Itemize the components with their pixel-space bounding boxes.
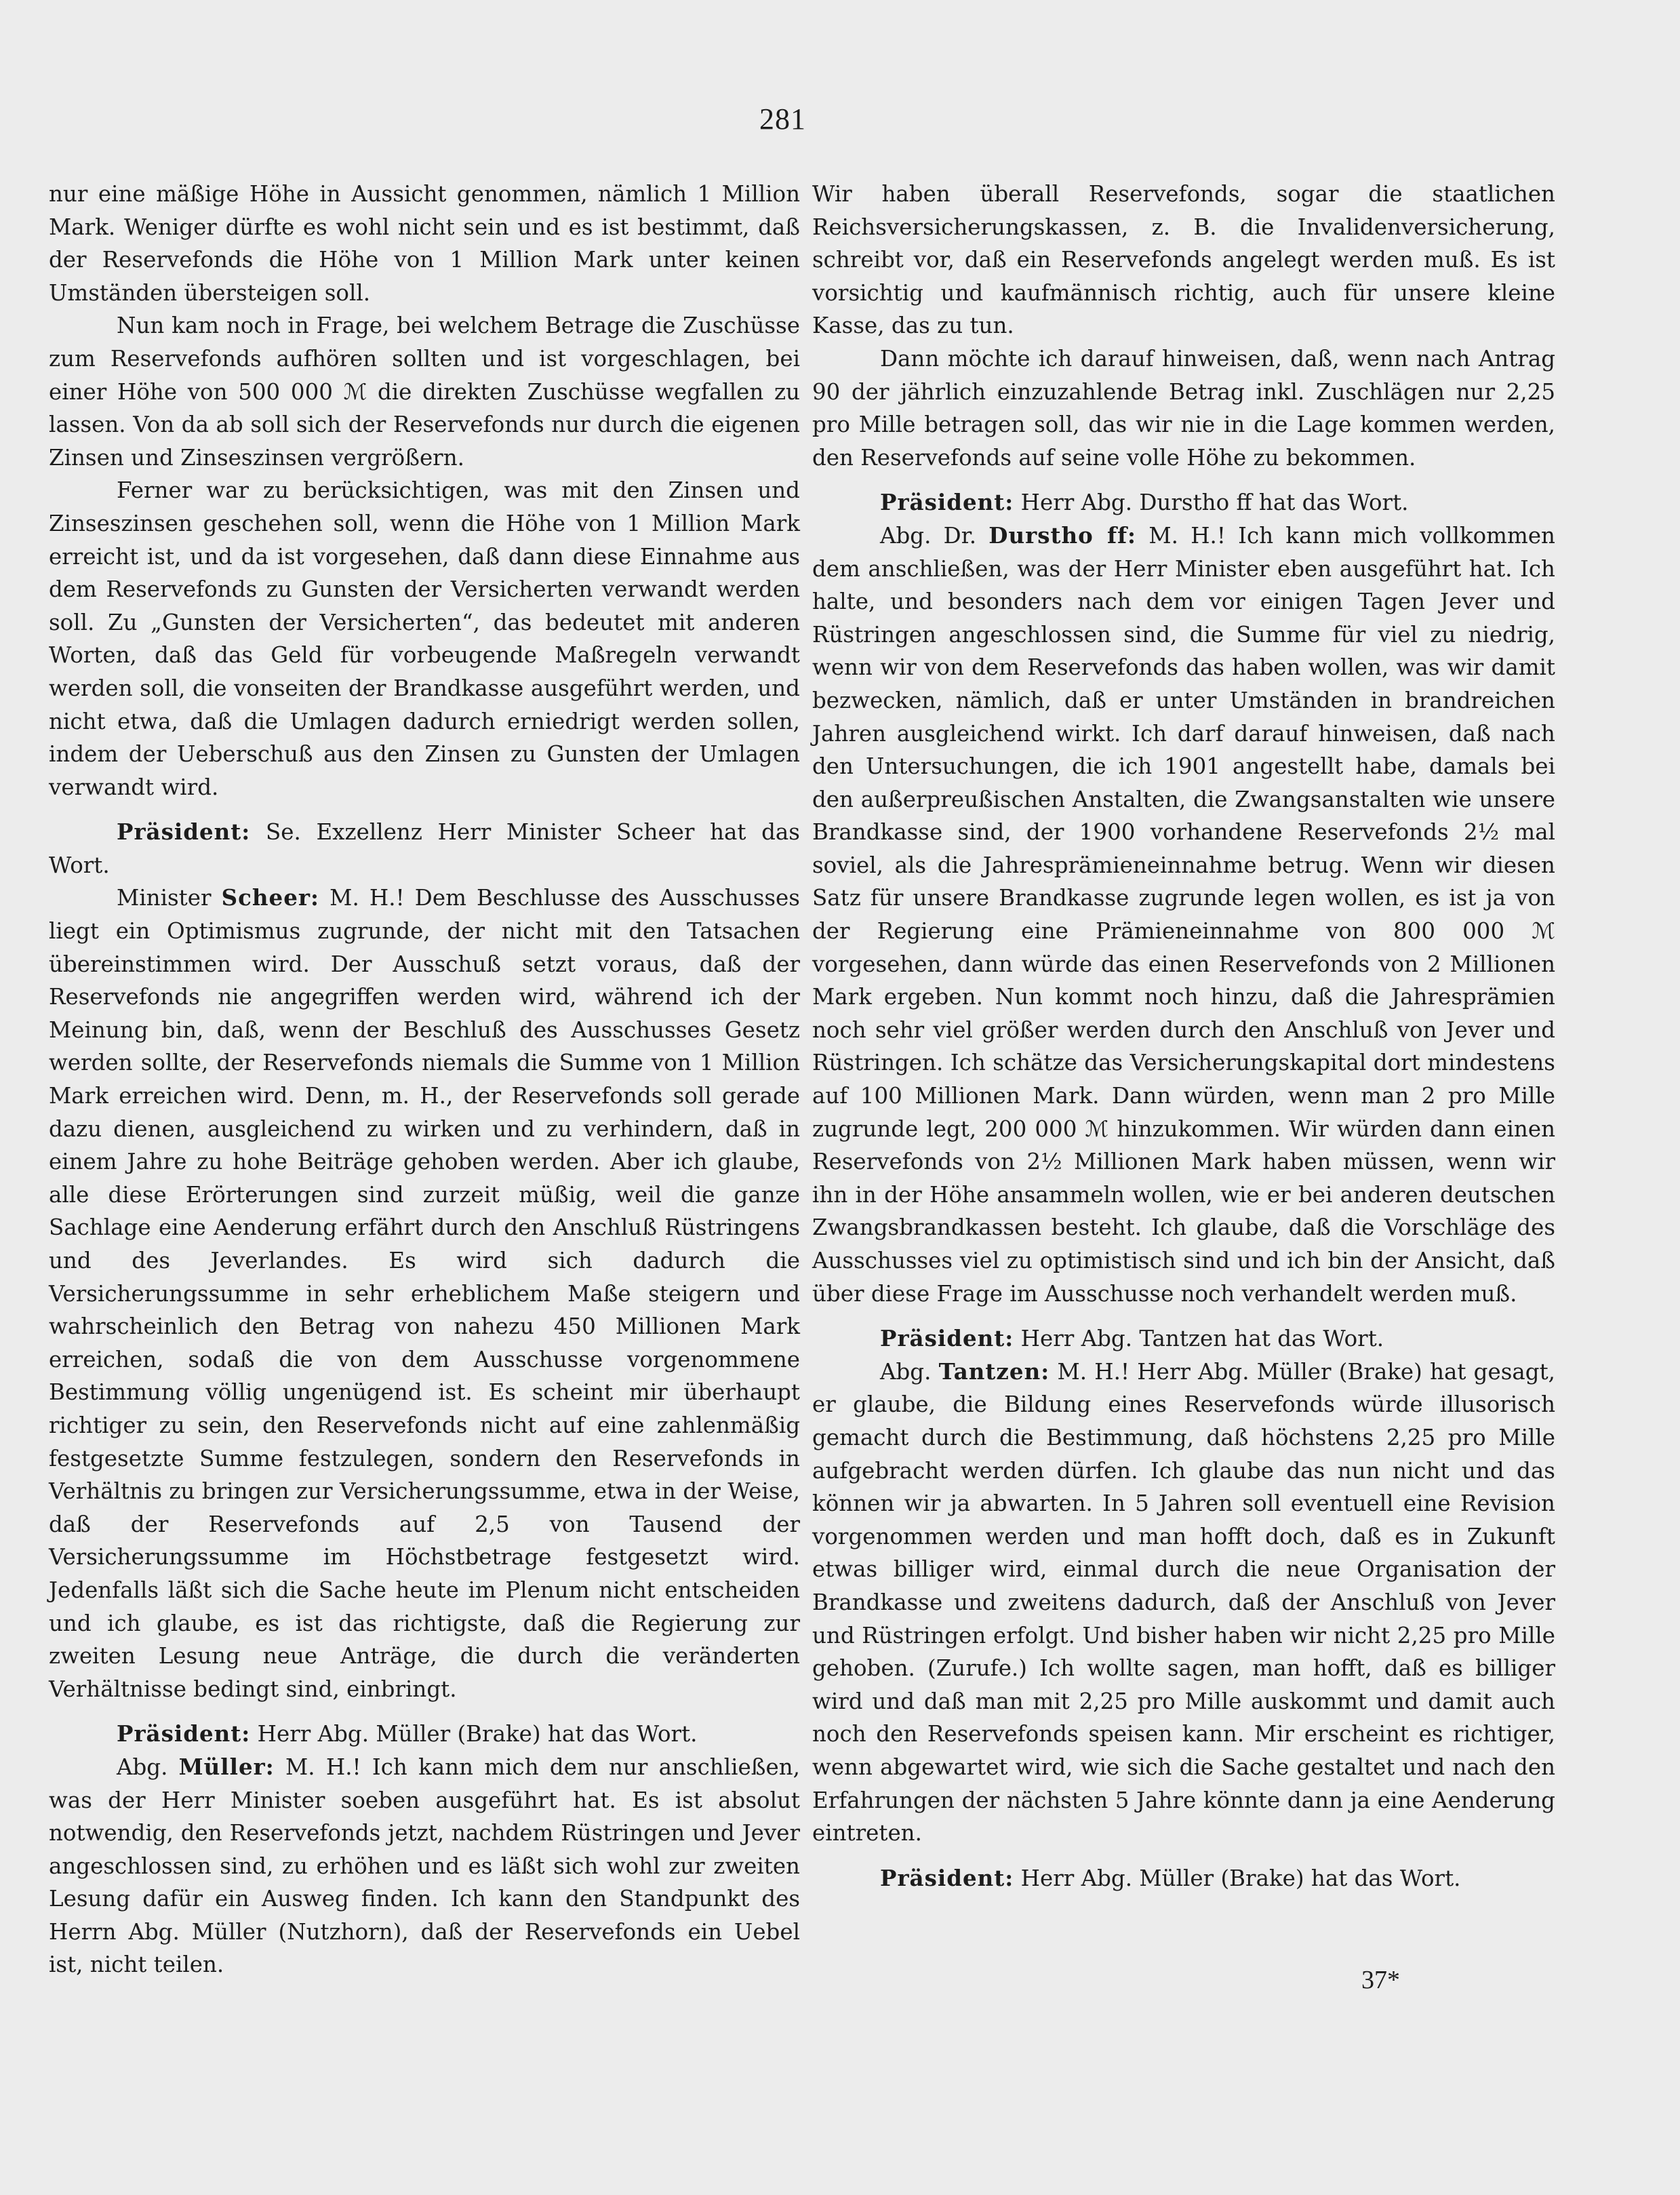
paragraph	[49, 1751, 800, 1981]
paragraph-text: M. H.! Herr Abg. Müller (Brake) hat gesagt, er glaube, die Bildung eines Reservefonds würde illusorisch gemacht durch die Bestimmung, daß höchstens 2,25 pro Mille aufgebracht werden dürfen. Ich glaube das nun nicht und das können wir ja abwarten. In 5 Jahren soll eventuell eine Revision vorgenommen werden und man hofft doch, daß es in Zukunft etwas billiger wird, einmal durch die neue Organisation der Brandkasse und zweitens dadurch, daß der Anschluß von Jever und Rüstringen erfolgt. Und bisher haben wir nicht 2,25 pro Mille gehoben. (Zurufe.) Ich wollte sagen, man hofft, daß es billiger wird und daß man mit 2,25 pro Mille auskommt und damit auch noch den Reservefonds speisen kann. Mir erscheint es richtiger, wenn abgewartet wird, wie sich die Sache gestaltet und nach den Erfahrungen der nächsten 5 Jahre könnte dann ja eine Aenderung eintreten.	[812, 1358, 1555, 1846]
speaker-name: Präsident:	[880, 1325, 1014, 1352]
paragraph-text: Herr Abg. Müller (Brake) hat das Wort.	[1020, 1865, 1461, 1891]
paragraph	[812, 486, 1555, 519]
paragraph-text: Wir haben überall Reservefonds, sogar die staatlichen Reichsversicherungskassen, z. B. die Invalidenversicherung, schreibt vor, daß ein Reservefonds angelegt werden muß. Es ist vorsichtig und kaufmännisch richtig, auch für unsere kleine Kasse, das zu tun.	[812, 181, 1555, 339]
speaker-name: Präsident:	[117, 1720, 251, 1747]
paragraph-text: M. H.! Dem Beschlusse des Ausschusses liegt ein Optimismus zugrunde, der nicht mit den Tatsachen übereinstimmen wird. Der Ausschuß setzt voraus, daß der Reservefonds nie angegriffen werden wird, während ich der Meinung bin, daß, wenn der Beschluß des Ausschusses Gesetz werden sollte, der Reservefonds niemals die Summe von 1 Million Mark erreichen wird. Denn, m. H., der Reservefonds soll gerade dazu dienen, ausgleichend zu wirken und zu verhindern, daß in einem Jahre zu hohe Beiträge gehoben werden. Aber ich glaube, alle diese Erörterungen sind zurzeit müßig, weil die ganze Sachlage eine Aenderung erfährt durch den Anschluß Rüstringens und des Jeverlandes. Es wird sich dadurch die Versicherungssumme in sehr erheblichem Maße steigern und wahrscheinlich den Betrag von nahezu 450 Millionen Mark erreichen, sodaß die von dem Ausschusse vorgenommene Bestimmung völlig ungenügend ist. Es scheint mir überhaupt richtiger zu sein, den Reservefonds nicht auf eine zahlenmäßig festgesetzte Summe festzulegen, sondern den Reservefonds in Verhältnis zu bringen zur Versicherungssumme, etwa in der Weise, daß der Reservefonds auf 2,5 von Tausend der Versicherungssumme im Höchstbetrage festgesetzt wird. Jedenfalls läßt sich die Sache heute im Plenum nicht entscheiden und ich glaube, es ist das richtigste, daß die Regierung zur zweiten Lesung neue Anträge, die durch die veränderten Verhältnisse bedingt sind, einbringt.	[49, 885, 800, 1702]
paragraph-text: Nun kam noch in Frage, bei welchem Betrage die Zuschüsse zum Reservefonds aufhören sollten und ist vorgeschlagen, bei einer Höhe von 500 000 ℳ die direkten Zuschüsse wegfallen zu lassen. Von da ab soll sich der Reservefonds nur durch die eigenen Zinsen und Zinseszinsen vergrößern.	[49, 313, 800, 471]
paragraph-text: M. H.! Ich kann mich vollkommen dem anschließen, was der Herr Minister eben ausgeführt hat. Ich halte, und besonders nach dem vor einigen Tagen Jever und Rüstringen angeschlossen sind, die Summe für viel zu niedrig, wenn wir von dem Reservefonds das haben wollen, was wir damit bezwecken, nämlich, daß er unter Umständen in brandreichen Jahren ausgleichend wirkt. Ich darf darauf hinweisen, daß nach den Untersuchungen, die ich 1901 angestellt habe, damals bei den außerpreußischen Anstalten, die Zwangsanstalten wie unsere Brandkasse sind, der 1900 vorhandene Reservefonds 2½ mal soviel, als die Jahresprämieneinnahme betrug. Wenn wir diesen Satz für unsere Brandkasse zugrunde legen wollen, es ist ja von der Regierung eine Prämieneinnahme von 800 000 ℳ vorgesehen, dann würde das einen Reservefonds von 2 Millionen Mark ergeben. Nun kommt noch hinzu, daß die Jahresprämien noch sehr viel größer werden durch den Anschluß von Jever und Rüstringen. Ich schätze das Versicherungskapital dort mindestens auf 100 Millionen Mark. Dann würden, wenn man 2 pro Mille zugrunde legt, 200 000 ℳ hinzukommen. Wir würden dann einen Reservefonds von 2½ Millionen Mark haben müssen, wenn wir ihn in der Höhe ansammeln wollen, wie er bei anderen deutschen Zwangsbrandkassen besteht. Ich glaube, daß die Vorschläge des Ausschusses viel zu optimistisch sind und ich bin der Ansicht, daß über diese Frage im Ausschusse noch verhandelt werden muß.	[812, 522, 1555, 1307]
speaker-name: Durstho ff:	[988, 521, 1137, 549]
signature-mark: 37*	[1361, 1966, 1400, 1994]
paragraph	[812, 178, 1555, 342]
paragraph-text: Dann möchte ich darauf hinweisen, daß, wenn nach Antrag 90 der jährlich einzuzahlende Betrag inkl. Zuschlägen nur 2,25 pro Mille betragen soll, das wir nie in die Lage kommen werden, den Reservefonds auf seine volle Höhe zu bekommen.	[812, 345, 1555, 471]
speaker-name: Präsident:	[117, 818, 251, 846]
paragraph	[49, 882, 800, 1705]
paragraph-text: Herr Abg. Tantzen hat das Wort.	[1020, 1326, 1384, 1352]
left-column	[49, 178, 800, 1981]
right-column	[812, 178, 1555, 1895]
paragraph-text: Herr Abg. Müller (Brake) hat das Wort.	[257, 1721, 698, 1747]
speaker-prefix: Abg.	[880, 1358, 932, 1385]
paragraph-text: Ferner war zu berücksichtigen, was mit den Zinsen und Zinseszinsen geschehen soll, wenn die Höhe von 1 Million Mark erreicht ist, und da ist vorgesehen, daß dann diese Einnahme aus dem Reservefonds zu Gunsten der Versicherten verwandt werden soll. Zu „Gunsten der Versicherten“, das bedeutet mit anderen Worten, daß das Geld für vorbeugende Maßregeln verwandt werden soll, die vonseiten der Brandkasse ausgeführt werden, und nicht etwa, daß die Umlagen dadurch erniedrigt werden sollen, indem der Ueberschuß aus den Zinsen zu Gunsten der Umlagen verwandt wird.	[49, 477, 800, 800]
paragraph	[49, 309, 800, 474]
speaker-prefix: Minister	[117, 885, 212, 911]
paragraph	[812, 1356, 1555, 1850]
paragraph-text: Herr Abg. Durstho ff hat das Wort.	[1020, 490, 1409, 516]
paragraph	[49, 816, 800, 882]
speaker-name: Müller:	[178, 1753, 275, 1780]
paragraph	[812, 1322, 1555, 1356]
paragraph	[49, 474, 800, 804]
speaker-name: Tantzen:	[938, 1358, 1050, 1385]
speaker-prefix: Abg. Dr.	[880, 522, 977, 549]
paragraph-text: nur eine mäßige Höhe in Aussicht genommen, nämlich 1 Million Mark. Weniger dürfte es wohl nicht sein und es ist bestimmt, daß der Reservefonds die Höhe von 1 Million Mark unter keinen Umständen übersteigen soll.	[49, 181, 800, 306]
paragraph	[812, 519, 1555, 1310]
speaker-name: Präsident:	[880, 1864, 1014, 1891]
paragraph	[812, 1862, 1555, 1895]
paragraph	[49, 178, 800, 309]
speaker-name: Scheer:	[221, 884, 320, 911]
paragraph-text: M. H.! Ich kann mich dem nur anschließen, was der Herr Minister soeben ausgeführt hat. Es ist absolut notwendig, den Reservefonds jetzt, nachdem Rüstringen und Jever angeschlossen sind, zu erhöhen und es läßt sich wohl zur zweiten Lesung dafür ein Ausweg finden. Ich kann den Standpunkt des Herrn Abg. Müller (Nutzhorn), daß der Reservefonds ein Uebel ist, nicht teilen.	[49, 1754, 800, 1978]
paragraph-text: Se. Exzellenz Herr Minister Scheer hat das Wort.	[49, 819, 800, 878]
paragraph	[812, 342, 1555, 474]
paragraph	[49, 1718, 800, 1751]
speaker-prefix: Abg.	[117, 1754, 168, 1780]
page-number: 281	[759, 102, 806, 136]
speaker-name: Präsident:	[880, 489, 1014, 516]
